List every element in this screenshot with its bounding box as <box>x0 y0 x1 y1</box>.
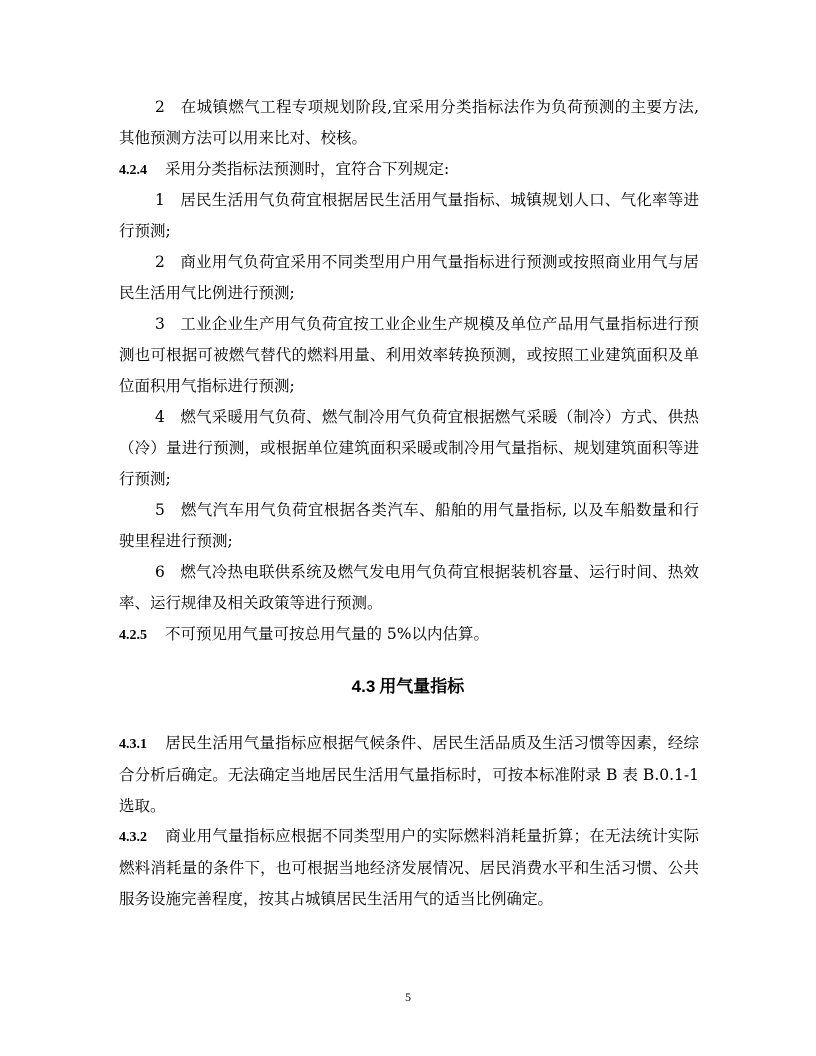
clause-number: 4.2.5 <box>119 628 147 643</box>
page-number: 5 <box>405 990 411 1004</box>
list-item <box>119 495 699 557</box>
clause <box>119 821 699 915</box>
item-text: 燃气冷热电联供系统及燃气发电用气负荷宜根据装机容量、运行时间、热效率、运行规律及相关政策等进行预测。 <box>119 563 699 612</box>
item-text: 居民生活用气负荷宜根据居民生活用气量指标、城镇规划人口、气化率等进行预测; <box>119 191 699 240</box>
item-text: 工业企业生产用气负荷宜按工业企业生产规模及单位产品用气量指标进行预测也可根据可被燃气替代的燃料用量、利用效率转换预测，或按照工业建筑面积及单位面积用气指标进行预测; <box>119 315 699 395</box>
item-number: 6 <box>155 563 165 581</box>
clause-text: 采用分类指标法预测时，宜符合下列规定: <box>165 160 450 178</box>
clause <box>119 154 699 186</box>
clause-number: 4.3.1 <box>119 737 147 752</box>
clause <box>119 619 699 651</box>
clause-text: 商业用气量指标应根据不同类型用户的实际燃料消耗量折算；在无法统计实际燃料消耗量的条件下，也可根据当地经济发展情况、居民消费水平和生活习惯、公共服务设施完善程度，按其占城镇居民生活用气的适当比例确定。 <box>119 827 699 908</box>
item-text: 在城镇燃气工程专项规划阶段,宜采用分类指标法作为负荷预测的主要方法,其他预测方法可以用来比对、校核。 <box>119 98 699 147</box>
item-number: 2 <box>155 253 165 271</box>
item-number: 1 <box>155 191 165 209</box>
item-text: 商业用气负荷宜采用不同类型用户用气量指标进行预测或按照商业用气与居民生活用气比例进行预测; <box>119 253 699 302</box>
list-item <box>119 309 699 402</box>
list-item <box>119 92 699 154</box>
item-number: 4 <box>155 408 165 426</box>
clause-number: 4.3.2 <box>119 830 147 845</box>
section-heading <box>0 672 816 697</box>
list-item <box>119 402 699 495</box>
item-text: 燃气采暖用气负荷、燃气制冷用气负荷宜根据燃气采暖（制冷）方式、供热（冷）量进行预测，或根据单位建筑面积采暖或制冷用气量指标、规划建筑面积等进行预测; <box>119 408 699 488</box>
item-number: 5 <box>155 501 165 519</box>
item-number: 3 <box>155 315 165 333</box>
list-item <box>119 557 699 619</box>
list-item <box>119 247 699 309</box>
list-item <box>119 185 699 247</box>
clause <box>119 728 699 822</box>
item-text: 燃气汽车用气负荷宜根据各类汽车、船舶的用气量指标, 以及车船数量和行驶里程进行预测; <box>119 501 699 550</box>
section-number: 4.3 <box>351 677 376 696</box>
section-title: 用气量指标 <box>379 677 465 697</box>
item-number: 2 <box>155 98 165 116</box>
clause-text: 居民生活用气量指标应根据气候条件、居民生活品质及生活习惯等因素，经综合分析后确定。无法确定当地居民生活用气量指标时，可按本标准附录 B 表 B.0.1-1 选取。 <box>119 734 699 815</box>
clause-text: 不可预见用气量可按总用气量的 5%以内估算。 <box>165 625 490 643</box>
clause-number: 4.2.4 <box>119 163 147 178</box>
